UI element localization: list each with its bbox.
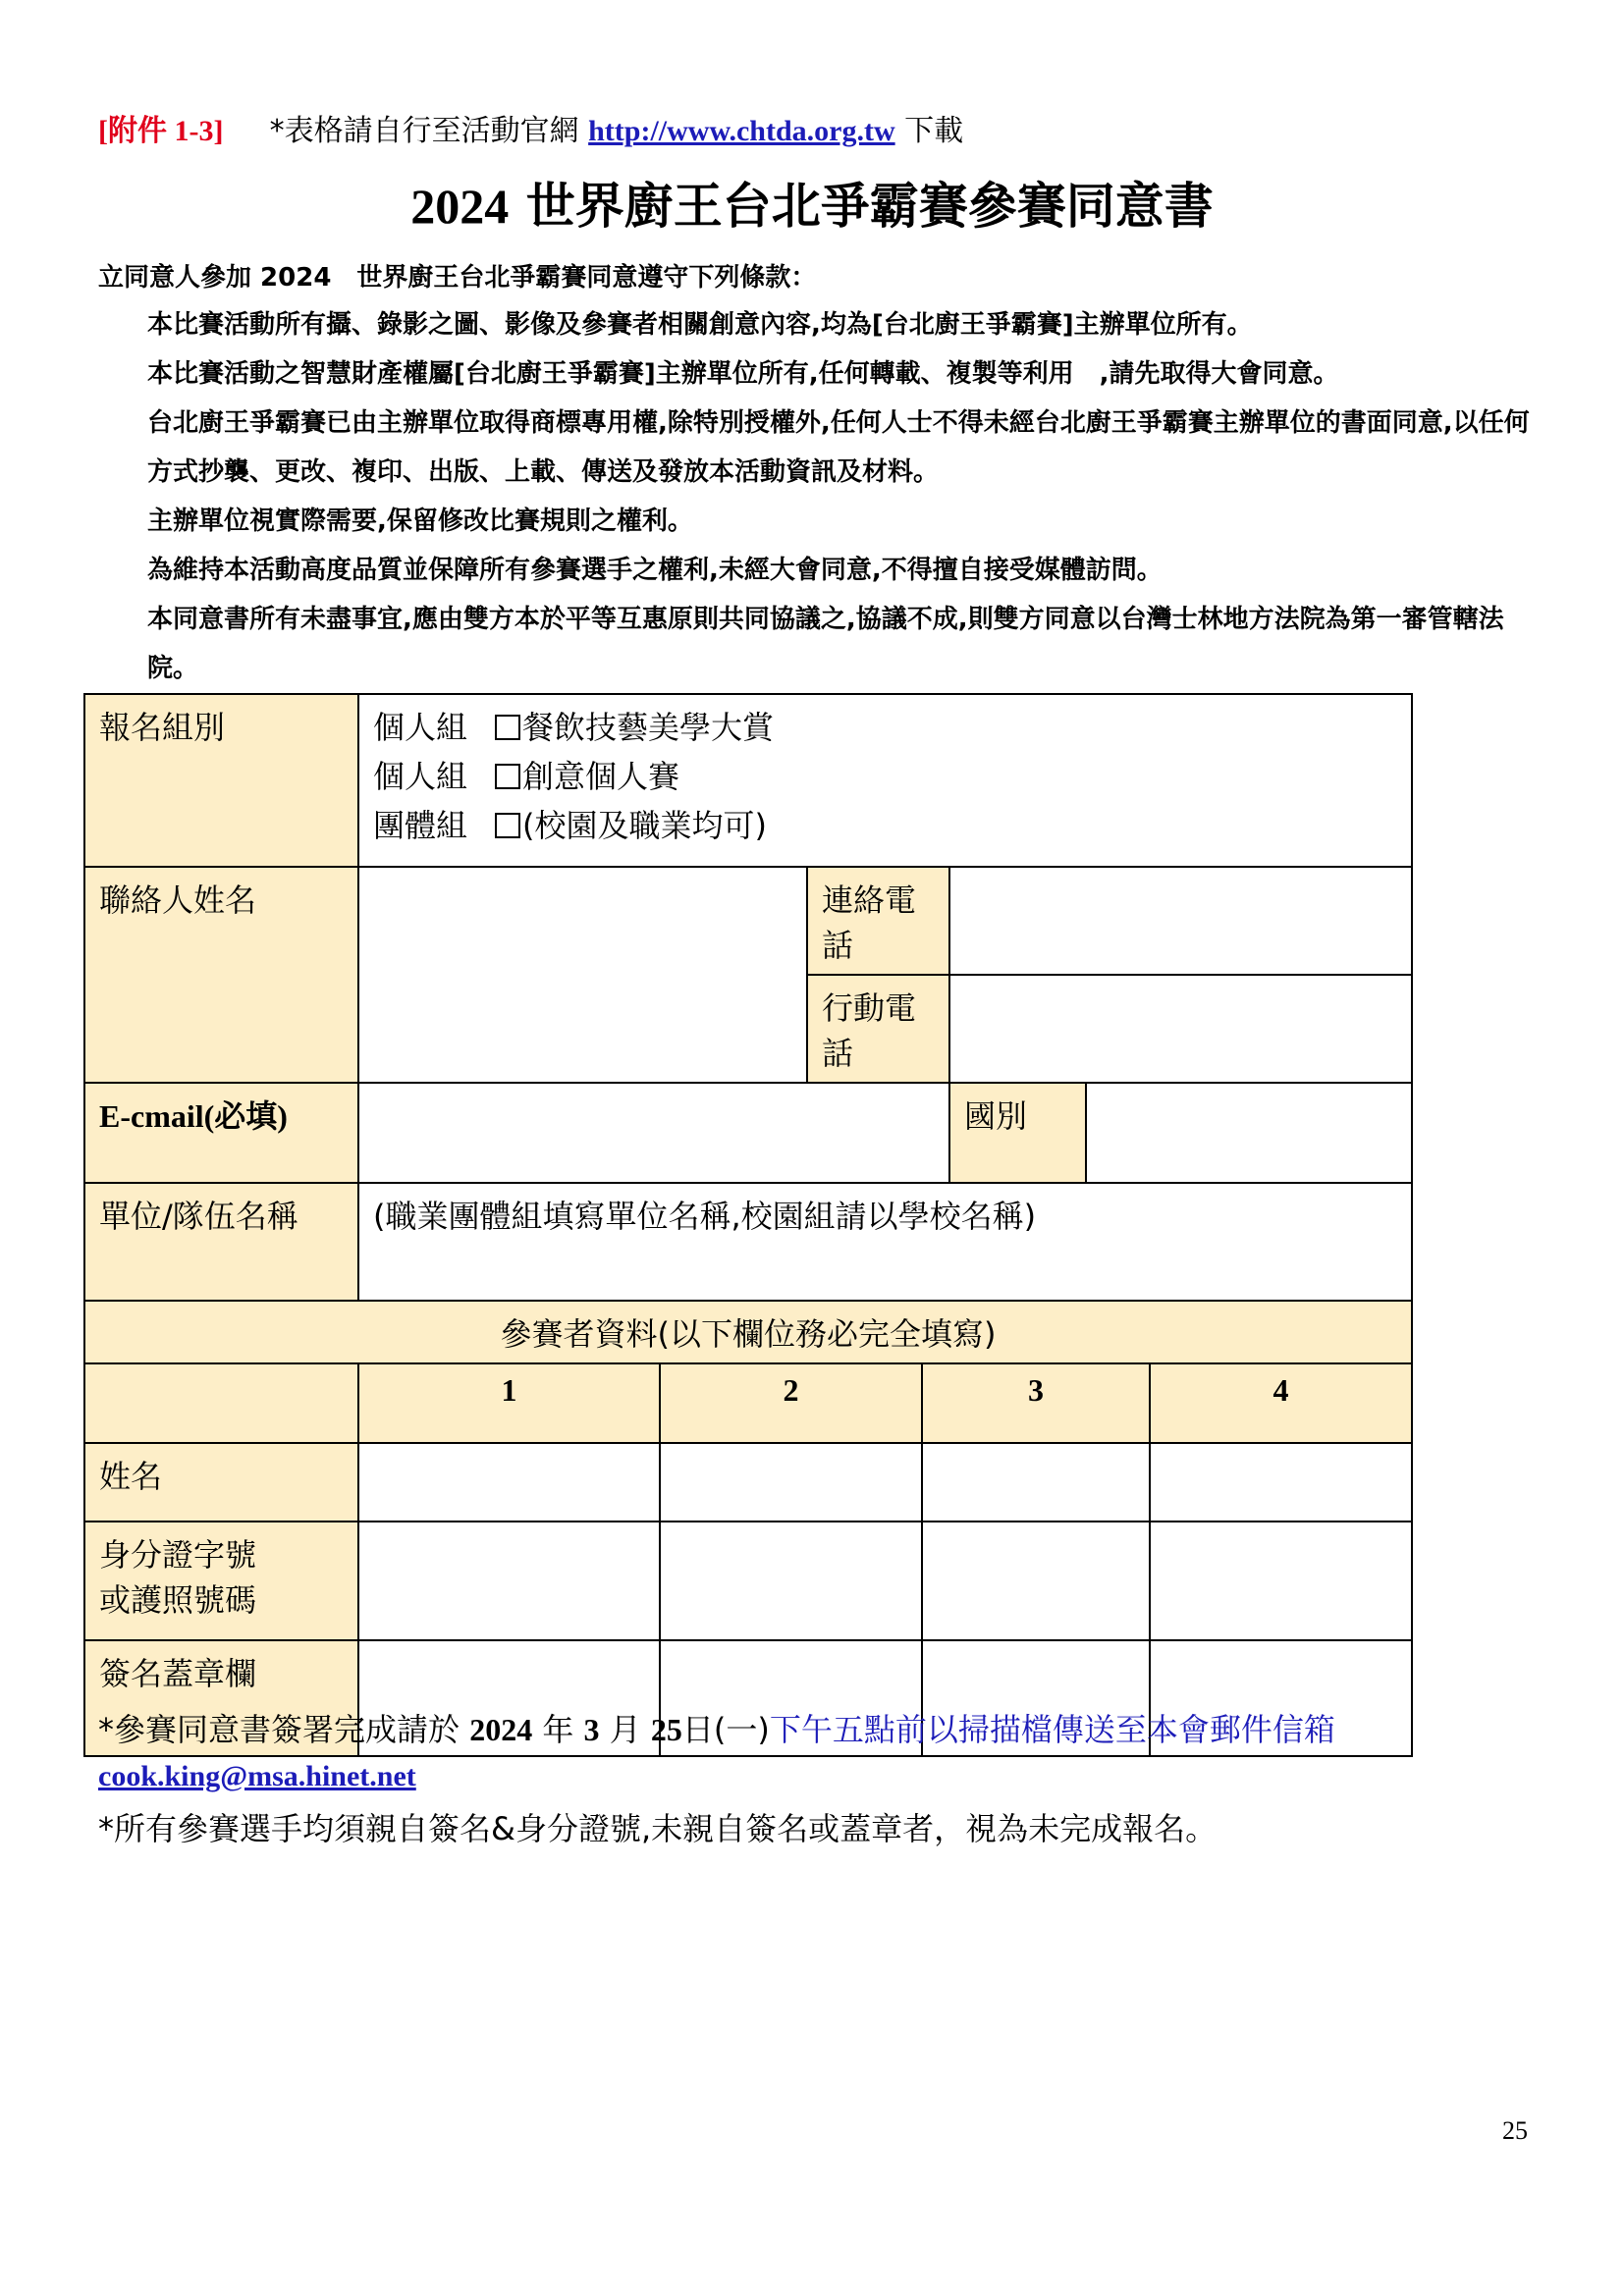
clause-item: 為維持本活動高度品質並保障所有參賽選手之權利,未經大會同意,不得擅自接受媒體訪問。 (147, 556, 1163, 585)
participant-col-2: 2 (660, 1363, 922, 1443)
group-name: 個人組 (373, 758, 468, 795)
unit-hint: (職業團體組填寫單位名稱,校園組請以學校名稱) (373, 1198, 1037, 1235)
title-year: 2024 (410, 179, 510, 234)
participant-col-4: 4 (1150, 1363, 1412, 1443)
unit-field[interactable] (358, 1183, 1412, 1301)
page-title (0, 167, 1624, 238)
signature-label: 簽名蓋章欄 (84, 1640, 358, 1756)
deadline-suffix: 下午五點前以掃描檔傳送至本會郵件信箱 (769, 1711, 1335, 1748)
group-name: 團體組 (373, 807, 468, 844)
header-download: 下載 (904, 114, 964, 148)
deadline-month: 3 (583, 1712, 600, 1747)
mobile-field[interactable] (949, 975, 1412, 1083)
group-name: 個人組 (373, 709, 468, 746)
option-label: (校園及職業均可) (522, 807, 767, 844)
header-line (98, 106, 963, 149)
participant-col-1: 1 (358, 1363, 660, 1443)
clause-item: 本同意書所有未盡事宜,應由雙方本於平等互惠原則共同協議之,協議不成,則雙方同意以台灣士林地方法院為第一審管轄法院。 (147, 605, 1504, 683)
participant-name-label: 姓名 (84, 1443, 358, 1522)
official-site-link[interactable]: http://www.chtda.org.tw (588, 115, 895, 147)
intro-text: 立同意人參加 2024 世界廚王台北爭霸賽同意遵守下列條款： (98, 263, 817, 293)
deadline-note (98, 1705, 1335, 1750)
participant-name-field[interactable] (358, 1443, 660, 1522)
deadline-prefix: *參賽同意書簽署完成請於 (98, 1711, 460, 1748)
deadline-month-unit: 月 (609, 1711, 641, 1748)
contact-name-field[interactable] (358, 867, 807, 1083)
header-note: *表格請自行至活動官網 (269, 114, 579, 148)
email-label: E-cmail(必填) (84, 1083, 358, 1183)
participant-corner (84, 1363, 358, 1443)
group-option-art[interactable] (373, 703, 1397, 752)
phone-label: 連絡電話 (807, 867, 949, 975)
contact-email-link[interactable]: cook.king@msa.hinet.net (98, 1760, 416, 1792)
signature-requirement-note: *所有參賽選手均須親自簽名&身分證號,未親自簽名或蓋章者，視為未完成報名。 (98, 1810, 1218, 1847)
clause-list (147, 300, 1542, 693)
page-number: 25 (1502, 2116, 1528, 2145)
title-text: 世界廚王台北爭霸賽參賽同意書 (525, 178, 1214, 235)
participant-name-field[interactable] (1150, 1443, 1412, 1522)
clause-item: 主辦單位視實際需要,保留修改比賽規則之權利。 (147, 507, 693, 536)
participant-id-label (84, 1522, 358, 1640)
mobile-label: 行動電話 (807, 975, 949, 1083)
registration-form (83, 693, 1413, 1757)
group-options-cell (358, 694, 1412, 867)
deadline-day-unit: 日(一) (681, 1711, 770, 1748)
id-label-line2: 或護照號碼 (99, 1581, 257, 1619)
clause-item: 台北廚王爭霸賽已由主辦單位取得商標專用權,除特別授權外,任何人士不得未經台北廚王爭霸賽主辦單位的書面同意,以任何方式抄襲、更改、複印、出版、上載、傳送及發放本活動資訊及材料。 (147, 408, 1530, 487)
deadline-day: 25 (650, 1712, 682, 1747)
clause-item: 本比賽活動之智慧財產權屬[台北廚王爭霸賽]主辦單位所有,任何轉載、複製等利用 ,請先取得大會同意。 (147, 359, 1339, 389)
country-field[interactable] (1086, 1083, 1412, 1183)
country-label: 國別 (949, 1083, 1086, 1183)
checkbox[interactable] (495, 764, 520, 789)
participants-header: 參賽者資料(以下欄位務必完全填寫) (84, 1301, 1412, 1363)
clause-item: 本比賽活動所有攝、錄影之圖、影像及參賽者相關創意內容,均為[台北廚王爭霸賽]主辦單位所有。 (147, 310, 1253, 340)
id-label-line1: 身分證字號 (99, 1536, 257, 1574)
participant-id-field[interactable] (922, 1522, 1150, 1640)
participant-col-3: 3 (922, 1363, 1150, 1443)
contact-name-label: 聯絡人姓名 (84, 867, 358, 1083)
option-label: 創意個人賽 (522, 758, 680, 795)
group-option-team[interactable] (373, 801, 1397, 850)
group-option-creative[interactable] (373, 752, 1397, 801)
participant-id-field[interactable] (660, 1522, 922, 1640)
option-label: 餐飲技藝美學大賞 (522, 709, 775, 746)
deadline-year: 2024 (469, 1712, 533, 1747)
participant-name-field[interactable] (922, 1443, 1150, 1522)
checkbox[interactable] (495, 715, 520, 740)
deadline-year-unit: 年 (542, 1711, 574, 1748)
email-field[interactable] (358, 1083, 949, 1183)
participant-id-field[interactable] (1150, 1522, 1412, 1640)
participant-name-field[interactable] (660, 1443, 922, 1522)
checkbox[interactable] (495, 813, 520, 838)
unit-label: 單位/隊伍名稱 (84, 1183, 358, 1301)
phone-field[interactable] (949, 867, 1412, 975)
group-label: 報名組別 (84, 694, 358, 867)
participant-id-field[interactable] (358, 1522, 660, 1640)
attachment-tag: [附件 1-3] (98, 115, 224, 147)
